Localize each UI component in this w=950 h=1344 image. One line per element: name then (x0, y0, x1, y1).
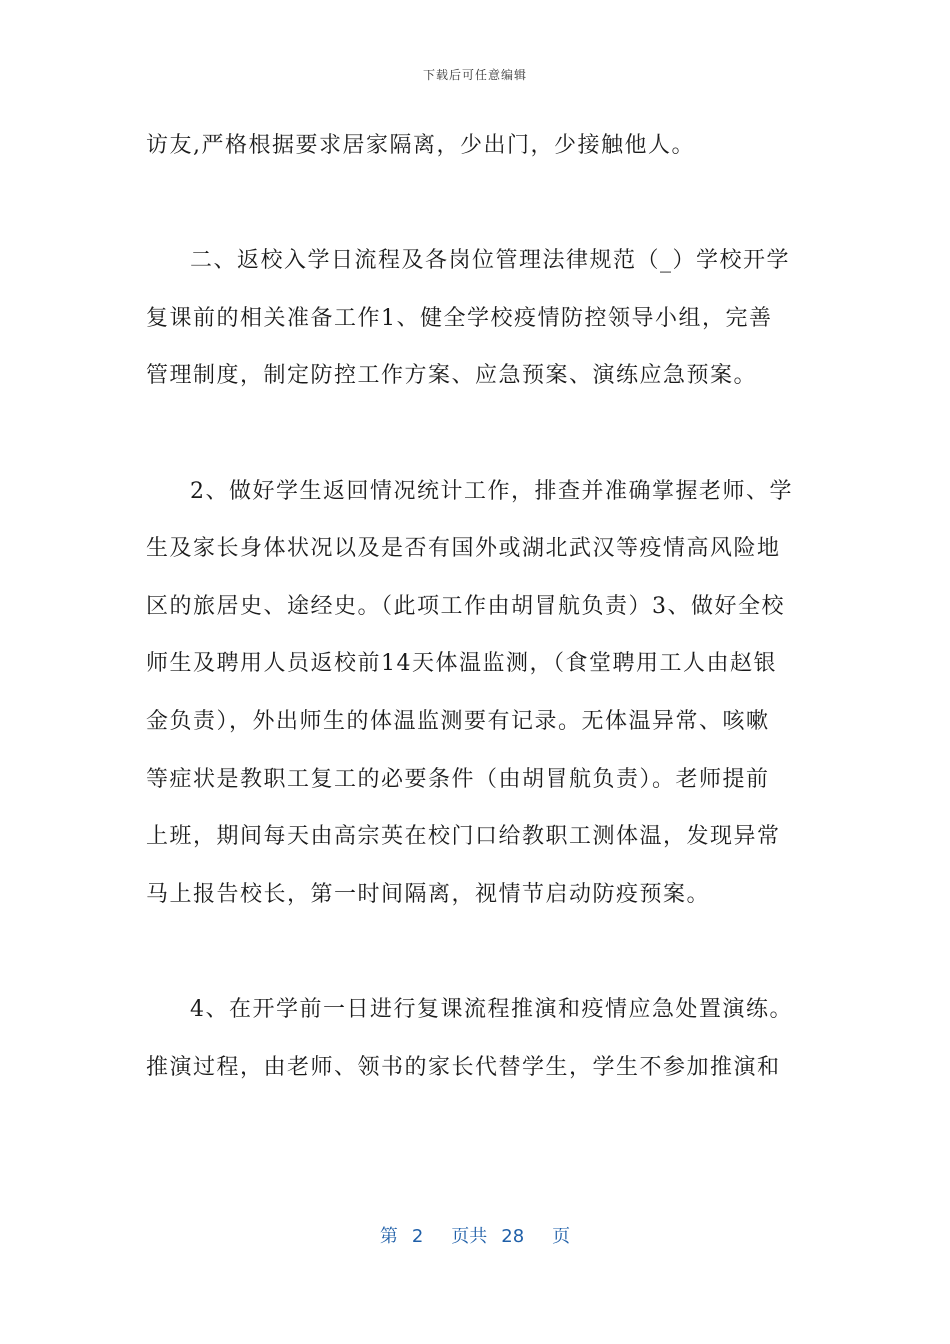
page-label-prefix: 第 (379, 1226, 398, 1247)
text-line: 访友,严格根据要求居家隔离，少出门，少接触他人。 (146, 133, 695, 158)
text-line: 区的旅居史、途经史。（此项工作由胡冒航负责）3、做好全校 (146, 593, 785, 619)
text-line: 师生及聘用人员返校前14天体温监测，（食堂聘用工人由赵银 (146, 651, 777, 677)
page-label-suffix: 页 (552, 1226, 571, 1247)
text-line: 生及家长身体状况以及是否有国外或湖北武汉等疫情高风险地 (146, 536, 781, 562)
current-page-number: 2 (411, 1226, 424, 1247)
paragraph-start-line: 二、返校入学日流程及各岗位管理法律规范（_）学校开学 (190, 248, 791, 274)
document-body (146, 117, 806, 1096)
text-line: 等症状是教职工复工的必要条件（由胡冒航负责）。老师提前 (146, 766, 770, 792)
blank-line (146, 923, 806, 981)
text-line: 推演过程，由老师、领书的家长代替学生，学生不参加推演和 (146, 1054, 781, 1080)
text-line: 马上报告校长，第一时间隔离，视情节启动防疫预案。 (146, 881, 711, 907)
paragraph-start-line: 2、做好学生返回情况统计工作，排查并准确掌握老师、学 (190, 478, 793, 504)
blank-line (146, 405, 806, 463)
page-footer (0, 1222, 950, 1248)
paragraph-start-line: 4、在开学前一日进行复课流程推演和疫情应急处置演练。 (190, 996, 793, 1022)
total-pages-number: 28 (501, 1226, 525, 1247)
page-label-mid: 页共 (451, 1226, 488, 1247)
text-line: 上班，期间每天由高宗英在校门口给教职工测体温，发现异常 (146, 824, 781, 850)
blank-line (146, 175, 806, 233)
text-line: 管理制度，制定防控工作方案、应急预案、演练应急预案。 (146, 363, 758, 389)
text-line: 金负责），外出师生的体温监测要有记录。无体温异常、咳嗽 (146, 708, 770, 734)
page-header: 下载后可任意编辑 (422, 68, 527, 82)
text-line: 复课前的相关准备工作1、健全学校疫情防控领导小组，完善 (146, 305, 773, 331)
